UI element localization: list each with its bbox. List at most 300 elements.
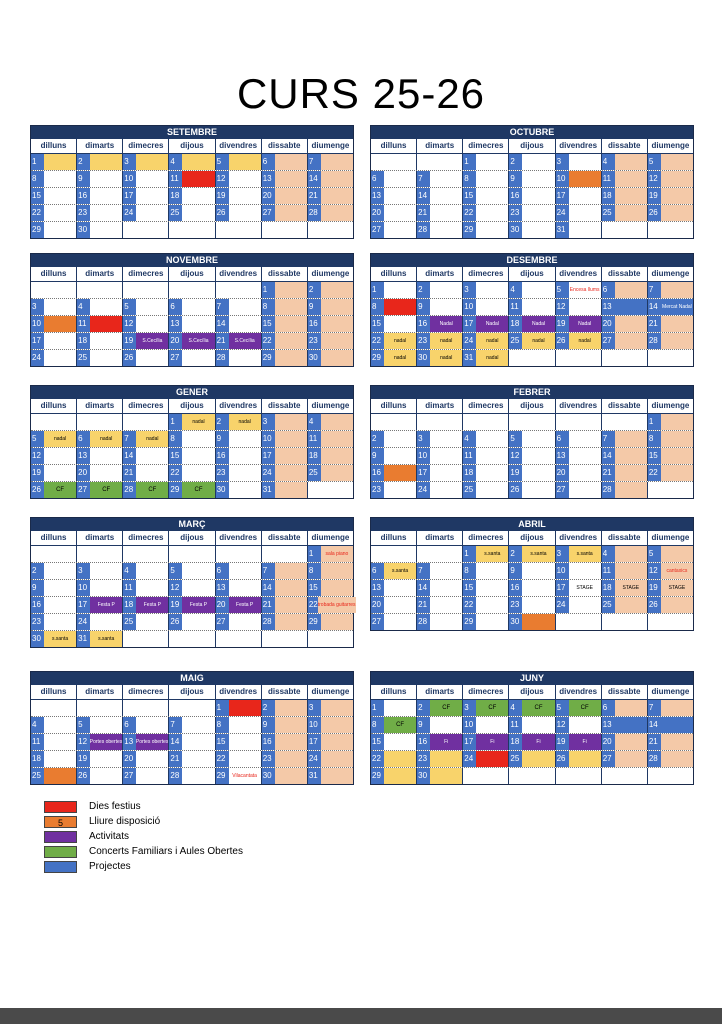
weekday-label: dilluns — [40, 533, 67, 542]
day-number: 3 — [556, 546, 569, 562]
day-event — [661, 333, 693, 349]
day-number: 13 — [262, 171, 275, 187]
weekday-label: diumenge — [307, 267, 353, 281]
day-cell — [371, 734, 416, 750]
day-event — [569, 751, 601, 767]
day-cell — [215, 768, 261, 784]
day-cell — [261, 580, 307, 596]
day-event — [522, 768, 554, 784]
day-event: Mercat Nadal — [661, 299, 693, 315]
day-number: 15 — [371, 734, 384, 750]
day-number: 20 — [77, 465, 90, 481]
day-cell — [462, 222, 508, 238]
day-cell — [555, 171, 601, 187]
day-cell — [601, 563, 647, 579]
day-number: 17 — [463, 316, 476, 332]
day-cell — [122, 316, 168, 332]
day-cell — [261, 222, 307, 238]
day-cell — [31, 631, 76, 647]
day-number: 1 — [463, 546, 476, 562]
day-event — [44, 448, 76, 464]
day-cell — [416, 751, 462, 767]
day-cell — [76, 299, 122, 315]
month-5 — [370, 385, 694, 499]
day-cell — [168, 580, 214, 596]
day-number: 26 — [648, 205, 661, 221]
day-cell — [647, 205, 693, 221]
day-number: 16 — [216, 448, 229, 464]
day-event — [321, 700, 353, 716]
day-event: CF — [90, 482, 122, 498]
day-cell — [647, 299, 693, 315]
day-event — [44, 717, 76, 733]
day-cell — [76, 350, 122, 366]
weekday-label: dissabte — [261, 531, 307, 545]
day-number — [31, 700, 44, 716]
day-number: 19 — [216, 188, 229, 204]
day-cell — [371, 431, 416, 447]
weekday-label: divendres — [215, 267, 261, 281]
legend-label: Dies festius — [89, 801, 141, 812]
weekday-label: dimarts — [76, 685, 122, 699]
day-cell — [371, 546, 416, 562]
week-row — [31, 481, 353, 498]
day-number: 30 — [216, 482, 229, 498]
day-cell — [168, 448, 214, 464]
day-event — [615, 717, 647, 733]
day-number: 25 — [509, 333, 522, 349]
day-cell — [601, 205, 647, 221]
day-number: 23 — [77, 205, 90, 221]
day-cell — [371, 188, 416, 204]
day-number: 15 — [308, 580, 321, 596]
day-cell — [168, 431, 214, 447]
day-event: Portes obertes — [136, 734, 169, 750]
day-event — [384, 222, 416, 238]
day-cell — [122, 580, 168, 596]
weekday-label: divendres — [215, 399, 261, 413]
day-event — [44, 414, 76, 430]
week-row — [371, 464, 693, 481]
day-cell — [76, 717, 122, 733]
day-cell — [508, 465, 554, 481]
day-number: 24 — [77, 614, 90, 630]
day-cell — [215, 751, 261, 767]
day-cell — [76, 205, 122, 221]
day-cell — [601, 597, 647, 613]
day-cell — [122, 222, 168, 238]
day-event — [275, 448, 307, 464]
day-event — [661, 222, 693, 238]
day-event — [476, 154, 508, 170]
day-event — [569, 171, 601, 187]
weekday-label: dilluns — [40, 687, 67, 696]
day-number: 25 — [169, 205, 182, 221]
day-number: 25 — [77, 350, 90, 366]
day-event — [384, 580, 416, 596]
day-event — [90, 188, 122, 204]
day-event — [275, 316, 307, 332]
day-number: 31 — [77, 631, 90, 647]
day-number: 9 — [417, 299, 430, 315]
day-event — [661, 205, 693, 221]
day-cell — [601, 717, 647, 733]
day-number: 4 — [509, 282, 522, 298]
day-cell — [416, 299, 462, 315]
day-event — [615, 188, 647, 204]
day-cell — [416, 282, 462, 298]
day-number: 14 — [602, 448, 615, 464]
day-event: s.santa — [569, 546, 601, 562]
day-cell — [416, 222, 462, 238]
week-row — [31, 298, 353, 315]
day-cell — [601, 465, 647, 481]
day-number: 11 — [509, 717, 522, 733]
weekday-header — [31, 399, 353, 414]
day-event — [384, 448, 416, 464]
day-event — [569, 465, 601, 481]
day-event — [90, 350, 122, 366]
day-number: 27 — [556, 482, 569, 498]
day-event — [275, 751, 307, 767]
day-number: 15 — [262, 316, 275, 332]
day-event — [384, 205, 416, 221]
day-cell — [215, 282, 261, 298]
day-number — [169, 222, 182, 238]
day-cell — [508, 154, 554, 170]
day-number — [123, 631, 136, 647]
week-row — [371, 315, 693, 332]
day-cell — [31, 154, 76, 170]
day-number — [509, 768, 522, 784]
day-number: 23 — [417, 751, 430, 767]
weekday-label: dimecres — [462, 531, 508, 545]
day-cell — [601, 414, 647, 430]
day-number: 31 — [308, 768, 321, 784]
day-cell — [261, 751, 307, 767]
day-cell — [215, 316, 261, 332]
day-cell — [371, 448, 416, 464]
day-number: 23 — [509, 597, 522, 613]
day-cell — [508, 614, 554, 630]
day-cell — [261, 299, 307, 315]
day-event: S.Cecília — [229, 333, 261, 349]
day-cell — [371, 482, 416, 498]
day-cell — [555, 580, 601, 596]
day-number — [123, 546, 136, 562]
day-number: 1 — [216, 700, 229, 716]
day-number: 3 — [123, 154, 136, 170]
day-event — [90, 563, 122, 579]
day-number — [556, 768, 569, 784]
day-number: 10 — [556, 563, 569, 579]
day-number: 28 — [417, 614, 430, 630]
weekday-label: diumenge — [647, 139, 693, 153]
day-number: 3 — [417, 431, 430, 447]
day-cell — [31, 482, 76, 498]
weekday-header — [371, 531, 693, 546]
day-event: Festa P — [90, 597, 122, 613]
weekday-label: dimecres — [122, 685, 168, 699]
day-cell — [215, 482, 261, 498]
day-event — [229, 448, 261, 464]
weekday-header — [31, 531, 353, 546]
day-event — [90, 717, 122, 733]
day-number: 26 — [556, 333, 569, 349]
day-number: 25 — [123, 614, 136, 630]
month-8 — [30, 671, 354, 785]
day-number: 10 — [262, 431, 275, 447]
day-event — [182, 350, 214, 366]
day-event — [136, 188, 168, 204]
day-cell — [168, 546, 214, 562]
day-number: 10 — [123, 171, 136, 187]
day-number: 5 — [509, 431, 522, 447]
day-cell — [122, 350, 168, 366]
weekday-label: dijous — [508, 685, 554, 699]
day-event: Fi — [569, 734, 601, 750]
day-cell — [168, 768, 214, 784]
day-event — [182, 631, 214, 647]
day-cell — [371, 717, 416, 733]
day-event — [661, 546, 693, 562]
day-number: 20 — [371, 205, 384, 221]
day-number: 6 — [77, 431, 90, 447]
day-number — [216, 546, 229, 562]
day-cell — [508, 299, 554, 315]
day-cell — [261, 614, 307, 630]
weekday-label: dijous — [168, 139, 214, 153]
day-number: 29 — [262, 350, 275, 366]
day-cell — [371, 597, 416, 613]
day-event — [615, 205, 647, 221]
day-cell — [508, 546, 554, 562]
day-number: 8 — [169, 431, 182, 447]
day-event — [90, 768, 122, 784]
weekday-label: dimarts — [76, 267, 122, 281]
day-cell — [371, 768, 416, 784]
day-number: 24 — [556, 205, 569, 221]
day-cell — [601, 546, 647, 562]
weekday-label: dijous — [508, 531, 554, 545]
day-event — [229, 188, 261, 204]
day-event — [569, 188, 601, 204]
weekday-label: dimecres — [122, 267, 168, 281]
week-row — [31, 613, 353, 630]
day-cell — [601, 299, 647, 315]
day-number: 10 — [308, 717, 321, 733]
day-cell — [601, 448, 647, 464]
day-event — [569, 222, 601, 238]
weekday-label: divendres — [215, 685, 261, 699]
day-number: 26 — [556, 751, 569, 767]
day-event — [615, 465, 647, 481]
day-event — [321, 171, 353, 187]
week-row — [371, 613, 693, 630]
day-cell — [31, 546, 76, 562]
day-event — [430, 465, 462, 481]
day-number: 14 — [648, 717, 661, 733]
day-number: 19 — [648, 188, 661, 204]
day-number: 16 — [509, 188, 522, 204]
day-cell — [261, 546, 307, 562]
day-cell — [261, 597, 307, 613]
day-cell — [307, 700, 353, 716]
day-cell — [31, 333, 76, 349]
day-number: 4 — [602, 154, 615, 170]
day-number: 11 — [602, 563, 615, 579]
day-number: 17 — [417, 465, 430, 481]
day-cell — [647, 482, 693, 498]
day-event — [275, 717, 307, 733]
day-event — [476, 171, 508, 187]
day-event — [90, 282, 122, 298]
day-cell — [215, 205, 261, 221]
day-event — [44, 465, 76, 481]
day-number: 8 — [262, 299, 275, 315]
day-cell — [555, 768, 601, 784]
day-cell — [416, 188, 462, 204]
day-number: 11 — [169, 171, 182, 187]
day-number — [169, 282, 182, 298]
day-number: 18 — [31, 751, 44, 767]
day-event — [275, 282, 307, 298]
day-cell — [508, 482, 554, 498]
day-event: nadal — [476, 350, 508, 366]
day-number: 27 — [216, 614, 229, 630]
day-cell — [215, 188, 261, 204]
day-cell — [371, 171, 416, 187]
day-number: 21 — [308, 188, 321, 204]
day-event — [430, 299, 462, 315]
day-cell — [168, 700, 214, 716]
day-cell — [508, 597, 554, 613]
day-number: 24 — [308, 751, 321, 767]
day-number: 25 — [463, 482, 476, 498]
day-number: 8 — [308, 563, 321, 579]
day-event: cantaxics — [661, 563, 693, 579]
day-event — [615, 299, 647, 315]
day-number — [602, 414, 615, 430]
weekday-label: dimecres — [122, 399, 168, 413]
day-cell — [508, 563, 554, 579]
day-event — [321, 188, 353, 204]
day-event — [430, 768, 462, 784]
day-number: 23 — [262, 751, 275, 767]
day-number: 1 — [31, 154, 44, 170]
week-row — [371, 700, 693, 716]
day-cell — [307, 188, 353, 204]
day-event — [136, 282, 168, 298]
day-event — [661, 751, 693, 767]
day-number: 20 — [371, 597, 384, 613]
legend-item — [44, 829, 243, 844]
weekday-label: dimarts — [416, 139, 462, 153]
day-event — [522, 414, 554, 430]
day-cell — [601, 188, 647, 204]
day-cell — [168, 465, 214, 481]
day-event — [90, 222, 122, 238]
day-cell — [601, 734, 647, 750]
day-event — [321, 734, 353, 750]
day-cell — [168, 350, 214, 366]
day-number: 5 — [556, 282, 569, 298]
day-number — [169, 700, 182, 716]
weekday-label: dilluns — [380, 269, 407, 278]
day-number: 13 — [371, 580, 384, 596]
day-cell — [416, 597, 462, 613]
day-event — [569, 448, 601, 464]
day-event — [661, 717, 693, 733]
day-event — [136, 700, 168, 716]
weekday-label: dissabte — [601, 531, 647, 545]
day-number: 23 — [509, 205, 522, 221]
day-number: 13 — [371, 188, 384, 204]
day-number: 1 — [463, 154, 476, 170]
week-row — [31, 170, 353, 187]
day-number: 24 — [31, 350, 44, 366]
day-cell — [647, 580, 693, 596]
day-number: 13 — [169, 316, 182, 332]
day-number: 3 — [556, 154, 569, 170]
day-cell — [416, 205, 462, 221]
month-1 — [370, 125, 694, 239]
day-number: 19 — [77, 751, 90, 767]
day-event — [615, 546, 647, 562]
day-event — [182, 431, 214, 447]
day-number: 17 — [123, 188, 136, 204]
day-event — [522, 482, 554, 498]
day-cell — [508, 316, 554, 332]
day-number — [371, 546, 384, 562]
day-number: 22 — [262, 333, 275, 349]
day-event — [384, 431, 416, 447]
day-number: 16 — [417, 316, 430, 332]
day-cell — [168, 282, 214, 298]
day-cell — [647, 431, 693, 447]
month-title: ABRIL — [371, 518, 693, 531]
day-number: 20 — [602, 734, 615, 750]
day-number: 4 — [31, 717, 44, 733]
day-number: 12 — [216, 171, 229, 187]
day-event — [44, 205, 76, 221]
day-number: 8 — [463, 171, 476, 187]
day-number: 1 — [169, 414, 182, 430]
day-number — [463, 414, 476, 430]
month-title: MARÇ — [31, 518, 353, 531]
day-cell — [371, 563, 416, 579]
day-number: 18 — [77, 333, 90, 349]
day-number: 27 — [169, 350, 182, 366]
day-cell — [508, 717, 554, 733]
day-number: 4 — [463, 431, 476, 447]
day-event — [44, 333, 76, 349]
day-number: 21 — [417, 205, 430, 221]
day-number: 10 — [77, 580, 90, 596]
day-number: 29 — [463, 222, 476, 238]
day-cell — [371, 580, 416, 596]
day-cell — [122, 299, 168, 315]
day-number: 12 — [509, 448, 522, 464]
day-number: 16 — [31, 597, 44, 613]
day-cell — [462, 563, 508, 579]
day-cell — [31, 205, 76, 221]
day-cell — [307, 299, 353, 315]
day-number: 6 — [556, 431, 569, 447]
day-event — [229, 154, 261, 170]
weekday-label: dissabte — [261, 267, 307, 281]
day-cell — [555, 546, 601, 562]
